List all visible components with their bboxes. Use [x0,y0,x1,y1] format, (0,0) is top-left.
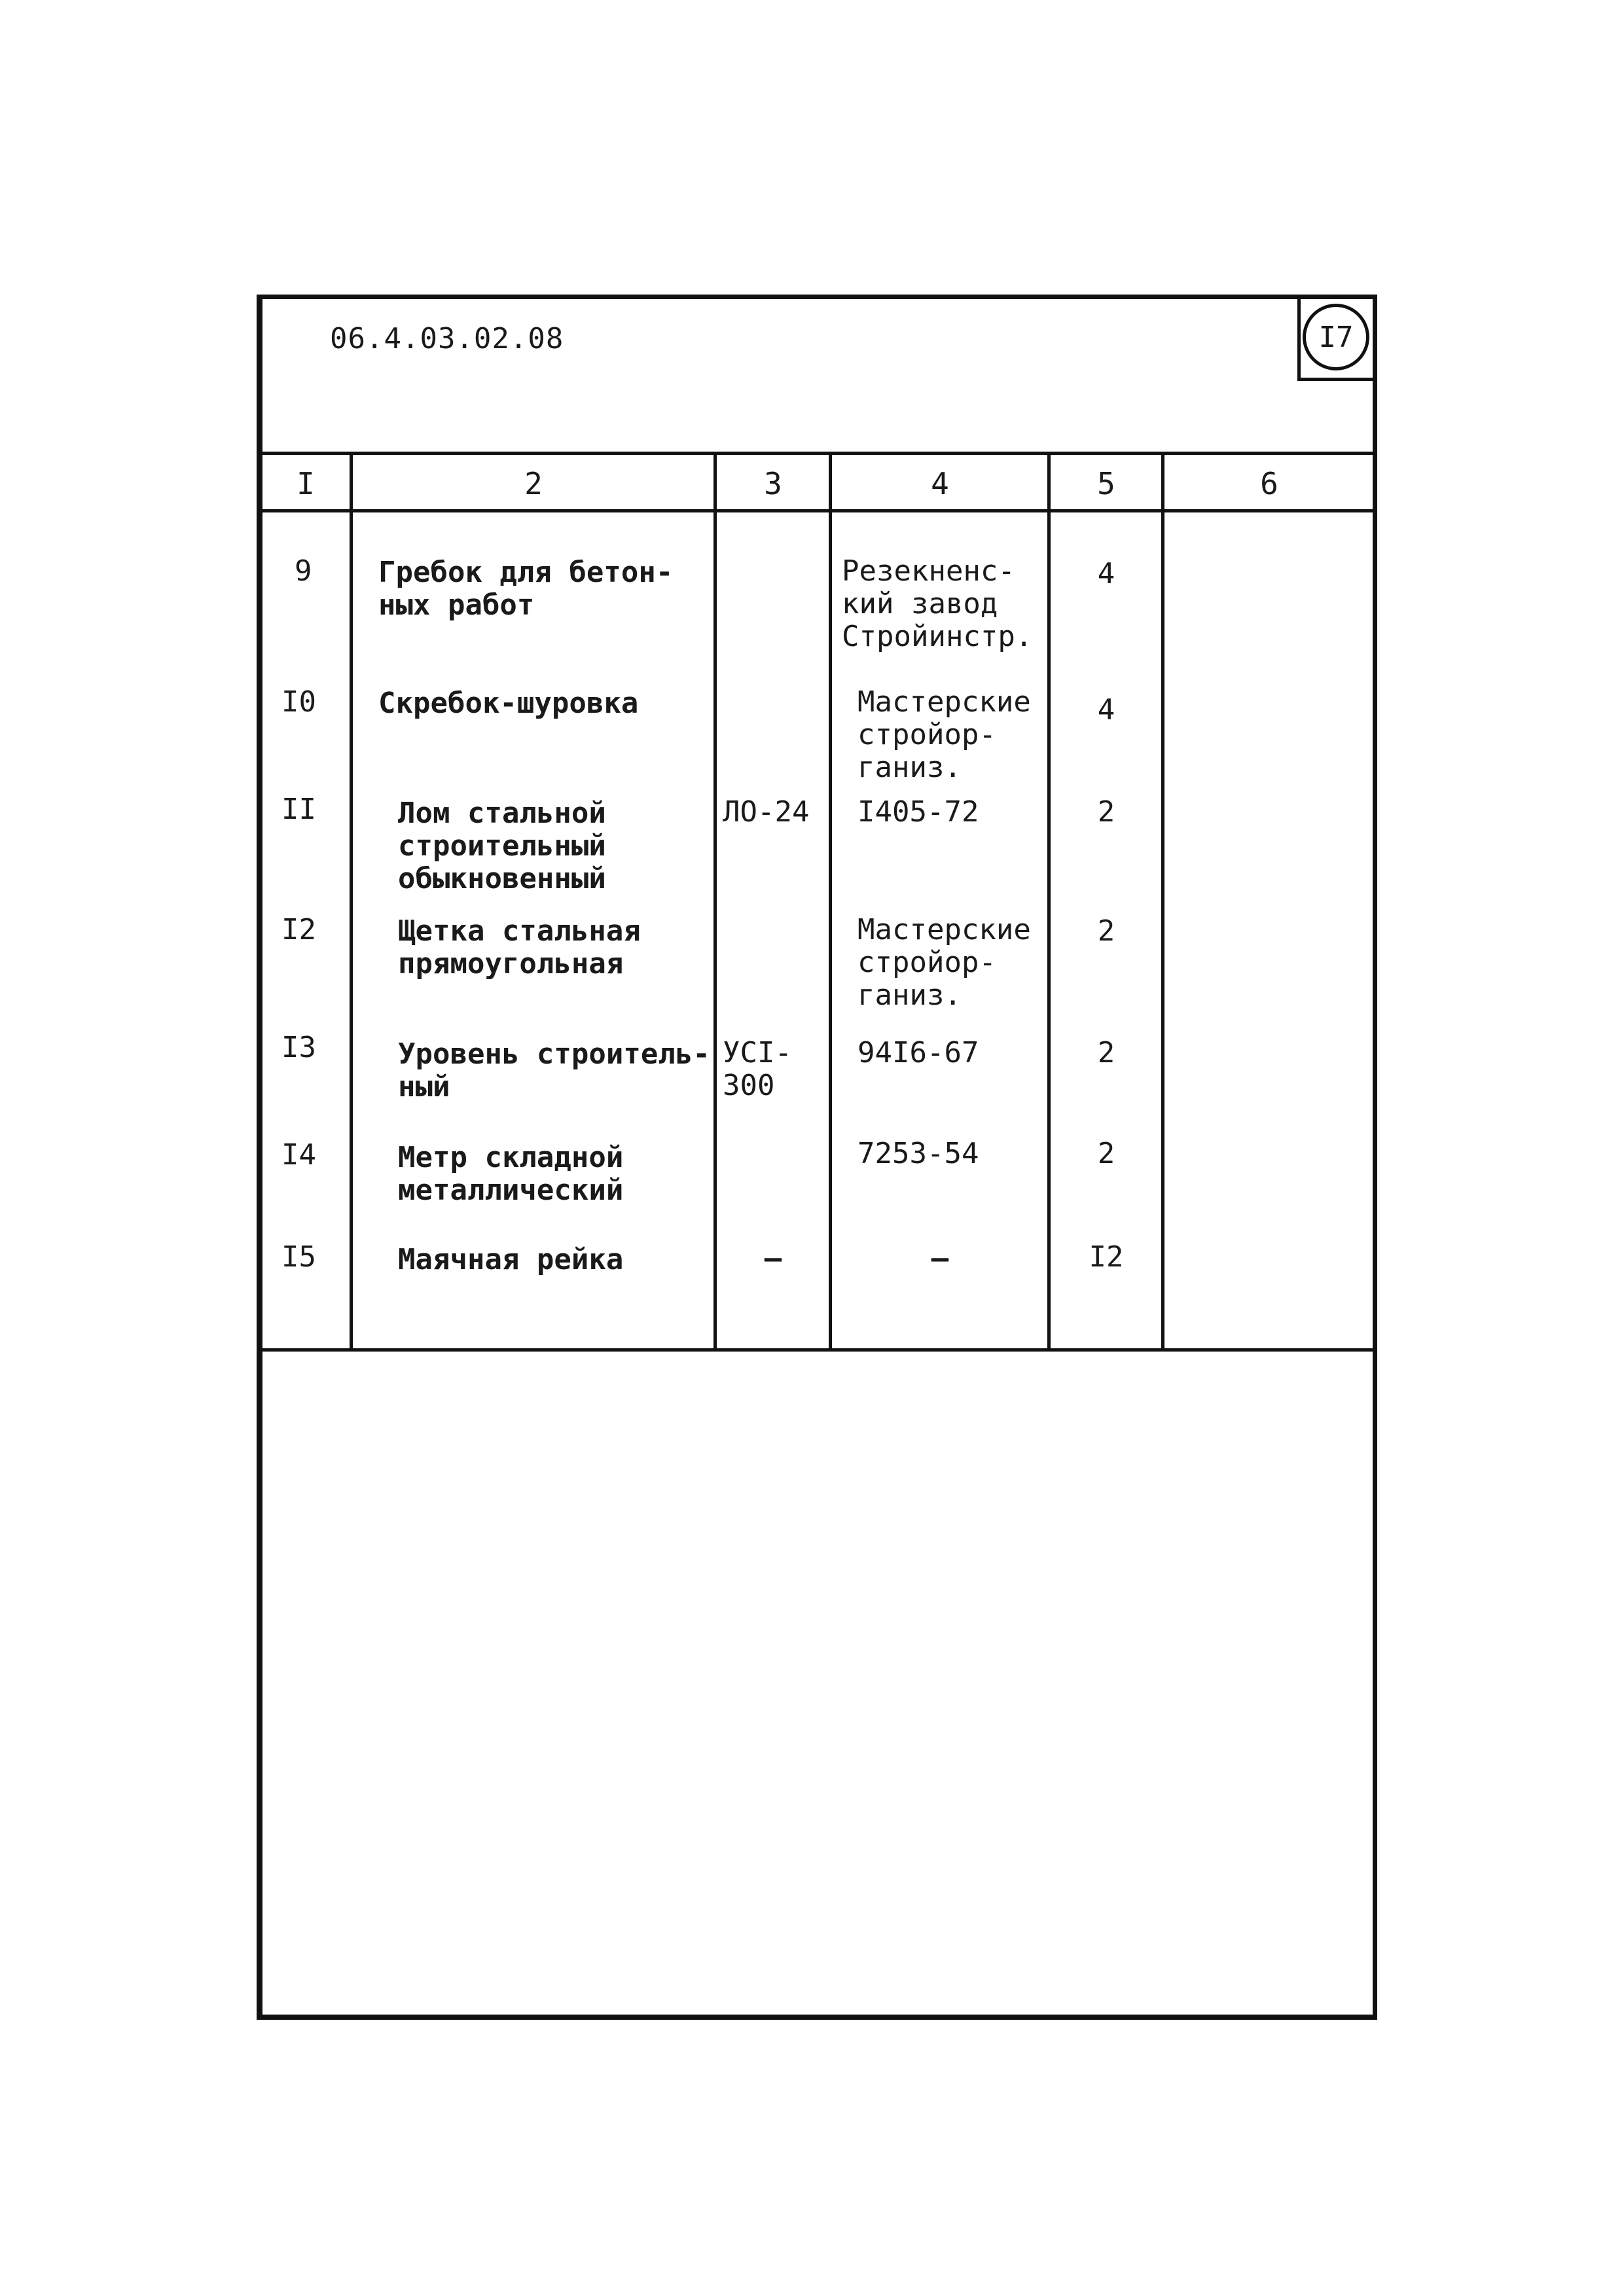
item-source: 7253-54 [857,1137,979,1170]
row-number: 9 [295,554,312,588]
column-divider-2 [713,453,717,1350]
column-header-2: 2 [524,466,543,501]
row-number: II [281,793,316,826]
item-name: Уровень строитель- ный [398,1037,710,1103]
item-quantity: 2 [1097,1036,1115,1069]
item-name: Лом стальной строительный обыкновенный [398,797,606,895]
item-mark: – [764,1242,782,1275]
item-quantity: 4 [1097,693,1115,726]
item-name: Щетка стальная прямоугольная [398,914,641,980]
row-number: I3 [281,1031,316,1064]
column-divider-4 [1047,453,1051,1350]
item-source: Мастерские стройор- ганиз. [857,913,1031,1012]
document-code: 06.4.03.02.08 [330,322,564,355]
item-source: 94I6-67 [857,1036,979,1069]
item-quantity: 2 [1097,795,1115,829]
column-header-3: 3 [764,466,782,501]
item-quantity: I2 [1089,1240,1124,1274]
item-name: Скребок-шуровка [378,687,639,720]
item-source: Резекненс- кий завод Стройинстр. [842,554,1033,653]
page-number: I7 [1303,304,1369,370]
column-header-6: 6 [1260,466,1278,501]
item-mark: УСI- 300 [723,1036,792,1102]
table-top-rule [261,452,1373,455]
item-name: Метр складной металлический [398,1141,624,1207]
table-bottom-rule [261,1348,1373,1352]
item-quantity: 4 [1097,557,1115,590]
item-source: I405-72 [857,795,979,829]
column-header-4: 4 [931,466,949,501]
table-header-rule [261,509,1373,512]
row-number: I5 [281,1240,316,1274]
item-quantity: 2 [1097,914,1115,948]
column-divider-1 [350,453,353,1350]
row-number: I0 [281,685,316,719]
column-divider-5 [1161,453,1164,1350]
item-source: Мастерские стройор- ганиз. [857,685,1031,784]
item-quantity: 2 [1097,1137,1115,1170]
item-name: Гребок для бетон- ных работ [378,556,674,622]
item-mark: ЛО-24 [723,795,810,829]
column-header-5: 5 [1097,466,1115,501]
item-name: Маячная рейка [398,1243,624,1276]
row-number: I4 [281,1138,316,1172]
column-header-1: I [297,466,315,501]
row-number: I2 [281,913,316,946]
column-divider-3 [829,453,832,1350]
item-source: – [931,1242,949,1275]
